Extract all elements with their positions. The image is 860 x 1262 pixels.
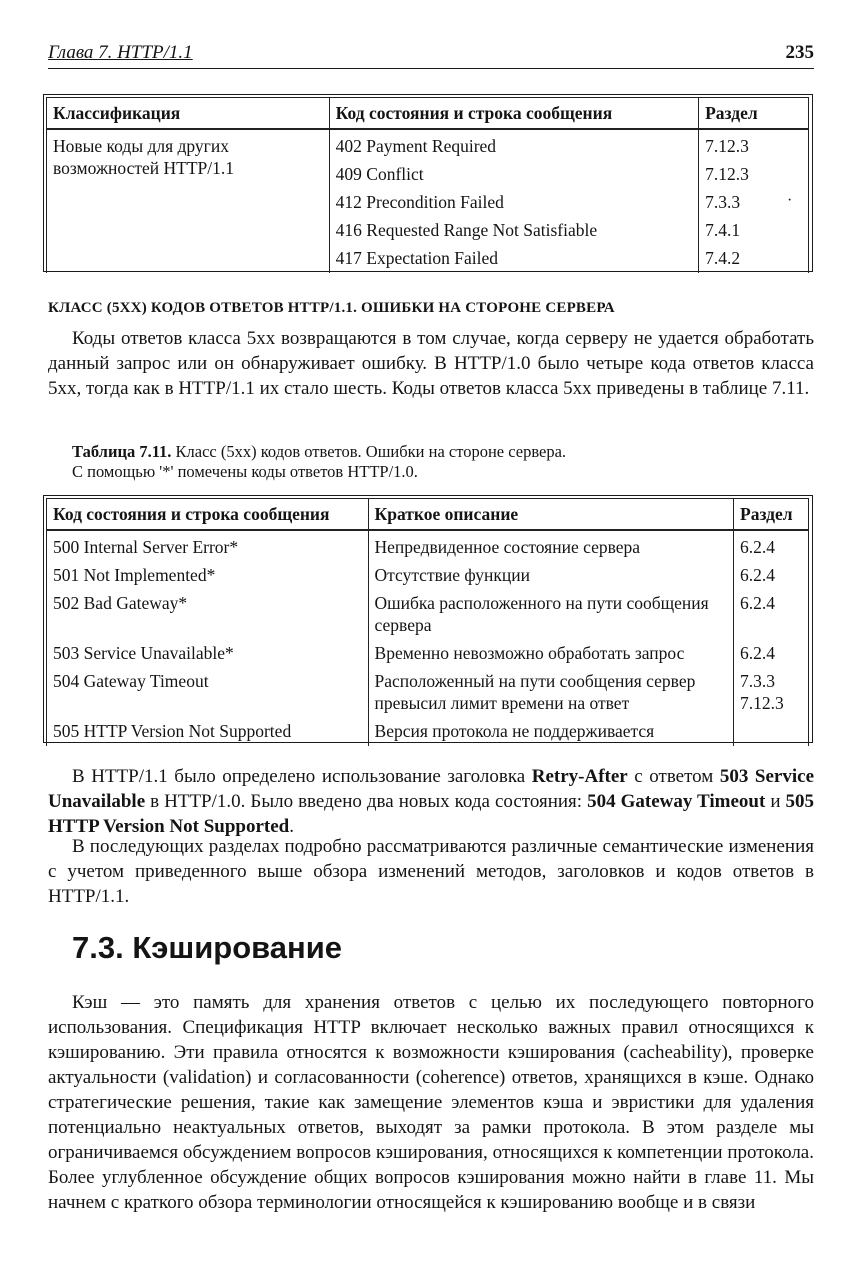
section-ref-cell [734, 717, 809, 746]
status-code-cell: 417 Expectation Failed [329, 244, 698, 273]
chapter-title: Глава 7. HTTP/1.1 [48, 42, 193, 63]
table-row [47, 667, 809, 717]
table-row [47, 589, 809, 639]
paragraph-semantic-changes: В последующих разделах подробно рассматриваются различные семантические изменения с учетом приведенного выше обзора изменений методов, заголовков и кодов ответов в HTTP/1.1. [48, 836, 814, 907]
table2-col-section: Раздел [734, 499, 809, 531]
section-ref-cell: 7.12.3 [699, 129, 809, 160]
paragraph-retry-after [48, 764, 814, 839]
table-row [47, 639, 809, 667]
table1-header-row [47, 98, 809, 130]
status-code-cell: 501 Not Implemented* [47, 561, 369, 589]
status-code-cell: 500 Internal Server Error* [47, 530, 369, 561]
section-ref-cell: 6.2.4 [734, 530, 809, 561]
table1-col-code: Код состояния и строка сообщения [329, 98, 698, 130]
paragraph-caching: Кэш — это память для хранения ответов с целью их последующего повторного использования. Спецификация HTTP включает несколько важных правил относящихся к кэшированию. Эти правила относятся к возможности кэширования (cacheability), проверке актуальности (validation) и согласованности (coherence) ответов, хранящихся в кэше. Однако стратегические решения, такие как замещение элементов кэша и эвристики для удаления потенциально неактуальных ответов, выходят за рамки протокола. В этом разделе мы ограничиваемся обсуждением вопросов кэширования, относящихся к компетенции протокола. Более углубленное обсуждение общих вопросов кэширования можно найти в главе 11. Мы начнем с краткого обзора терминологии относящейся к кэшированию вообще и в связи [48, 992, 814, 1213]
stray-mark: · [787, 192, 793, 209]
description-cell: Отсутствие функции [368, 561, 733, 589]
status-code-cell: 409 Conflict [329, 160, 698, 188]
caption-note: С помощью '*' помечены коды ответов HTTP/1.0. [72, 462, 418, 481]
classification-line: возможностей HTTP/1.1 [53, 158, 234, 178]
section-ref-line: 7.3.3 [740, 671, 776, 691]
section-ref-cell: 6.2.4 [734, 589, 809, 639]
text-run: В HTTP/1.1 было определено использование заголовка [72, 766, 532, 787]
table-row [47, 561, 809, 589]
description-cell: Ошибка расположенного на пути сообщения сервера [368, 589, 733, 639]
table1-col-section: Раздел [699, 98, 809, 130]
section-ref-line: 7.12.3 [740, 693, 784, 713]
section-ref-cell: 7.4.2 [699, 244, 809, 273]
text-run: . [289, 816, 294, 837]
header-name: Retry-After [531, 766, 628, 787]
status-code-cell: 502 Bad Gateway* [47, 589, 369, 639]
caption-label: Таблица 7.11. [72, 442, 172, 461]
table-caption [72, 442, 566, 482]
status-code: 505 HTTP Version Not Supported [48, 791, 815, 837]
table-row [47, 129, 809, 160]
table-row [47, 530, 809, 561]
description-cell: Непредвиденное состояние сервера [368, 530, 733, 561]
status-code-cell: 503 Service Unavailable* [47, 639, 369, 667]
section-ref-cell: 7.3.3 [699, 188, 809, 216]
description-cell: Расположенный на пути сообщения сервер превысил лимит времени на ответ [368, 667, 733, 717]
running-header [48, 42, 814, 69]
table1-col-classification: Классификация [47, 98, 330, 130]
page-number: 235 [785, 42, 814, 63]
status-code: 503 Service Unavailable [48, 766, 814, 812]
table2 [46, 498, 809, 746]
table1-classification-cell [47, 129, 330, 273]
caption-text: Класс (5xx) кодов ответов. Ошибки на стороне сервера. [171, 442, 567, 461]
status-code-cell: 505 HTTP Version Not Supported [47, 717, 369, 746]
section-title: 7.3. Кэширование [72, 930, 343, 965]
section-ref-cell: 6.2.4 [734, 639, 809, 667]
description-cell: Временно невозможно обработать запрос [368, 639, 733, 667]
paragraph-5xx-intro: Коды ответов класса 5xx возвращаются в том случае, когда серверу не удается обработать данный запрос или он обнаруживает ошибку. В HTTP/1.0 было четыре кода ответов класса 5xx, тогда как в HTTP/1.1 их стало шесть. Коды ответов класса 5xx приведены в таблице 7.11. [48, 328, 814, 399]
status-code: 504 Gateway Timeout [587, 791, 766, 812]
status-code-cell: 402 Payment Required [329, 129, 698, 160]
section-ref-cell [734, 667, 809, 717]
status-code-cell: 412 Precondition Failed [329, 188, 698, 216]
status-code-cell: 504 Gateway Timeout [47, 667, 369, 717]
status-code-cell: 416 Requested Range Not Satisfiable [329, 216, 698, 244]
section-ref-cell: 6.2.4 [734, 561, 809, 589]
classification-line: Новые коды для других [53, 136, 229, 156]
table2-header-row [47, 499, 809, 531]
table-row [47, 717, 809, 746]
table1 [46, 97, 809, 273]
section-ref-cell: 7.4.1 [699, 216, 809, 244]
description-cell: Версия протокола не поддерживается [368, 717, 733, 746]
section-ref-cell: 7.12.3 [699, 160, 809, 188]
table2-col-description: Краткое описание [368, 499, 733, 531]
text-run: в HTTP/1.0. Было введено два новых кода состояния: [145, 791, 588, 812]
table2-col-code: Код состояния и строка сообщения [47, 499, 369, 531]
text-run: и [765, 791, 786, 812]
text-run: с ответом [627, 766, 720, 787]
subsection-heading: КЛАСС (5XX) КОДОВ ОТВЕТОВ HTTP/1.1. ОШИБКИ НА СТОРОНЕ СЕРВЕРА [48, 300, 615, 316]
